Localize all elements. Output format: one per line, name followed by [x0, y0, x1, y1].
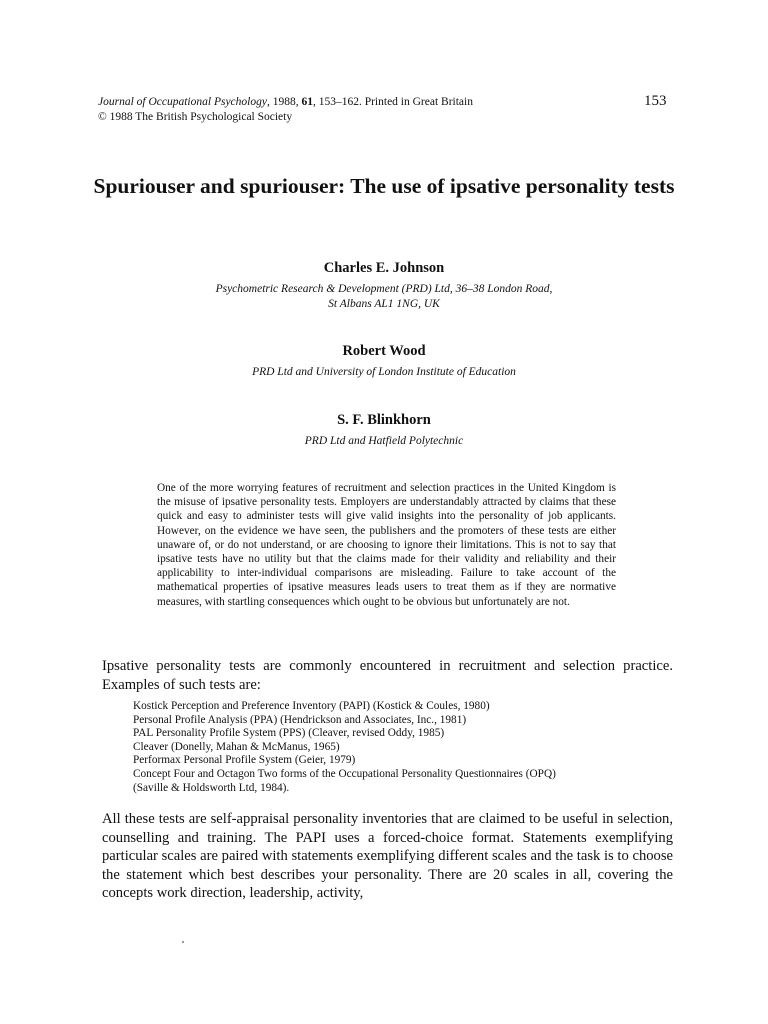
author-name: S. F. Blinkhorn: [337, 412, 431, 428]
affiliation-line: Psychometric Research & Development (PRD) Ltd, 36–38 London Road,: [215, 283, 553, 295]
abstract: One of the more worrying features of recruitment and selection practices in the United Kingdom is the misuse of ipsative personality tests. Employers are understandably attracted by claims that these quick and easy to administer tests will give valid insights into the personality of job applicants. However, on the evidence we have seen, the publishers and the promoters of these tests are either unaware of, or do not understand, or are choosing to ignore their limitations. This is not to say that ipsative tests have no utility but that the claims made for their validity and reliability and their applicability to inter-individual comparisons are misleading. Failure to take account of the mathematical properties of ipsative measures leads users to treat them as if they are normative measures, with startling consequences which ought to be obvious but unfortunately are not.: [157, 482, 616, 608]
list-item: PAL Personality Profile System (PPS) (Cleaver, revised Oddy, 1985): [133, 727, 445, 740]
list-item: Concept Four and Octagon Two forms of the Occupational Personality Questionnaires (OPQ): [133, 767, 556, 780]
running-head: [98, 95, 473, 125]
test-list: [133, 700, 673, 795]
list-item: Performax Personal Profile System (Geier, 1979): [133, 754, 356, 767]
body-paragraph: Ipsative personality tests are commonly encountered in recruitment and selection practice. Examples of such tests are:: [102, 658, 673, 693]
author-block: [90, 259, 678, 312]
author-name: Charles E. Johnson: [323, 260, 445, 276]
copyright-line: © 1988 The British Psychological Society: [98, 111, 293, 123]
author-affiliation: [90, 365, 678, 380]
scan-speck: [182, 941, 184, 943]
affiliation-line: PRD Ltd and University of London Institute of Education: [252, 366, 516, 378]
list-item: Kostick Perception and Preference Inventory (PAPI) (Kostick & Coules, 1980): [133, 700, 490, 712]
citation-line: [98, 95, 473, 110]
body-paragraph: All these tests are self-appraisal personality inventories that are claimed to be useful in selection, counselling and training. The PAPI uses a forced-choice format. Statements exemplifying particular scales are paired with statements exemplifying different scales and the task is to choose the statement which best describes your personality. There are 20 scales in all, covering the concepts work direction, leadership, activity,: [102, 811, 673, 901]
affiliation-line: PRD Ltd and Hatfield Polytechnic: [304, 435, 464, 447]
journal-name: Journal of Occupational Psychology: [98, 96, 267, 108]
author-block: [90, 411, 678, 449]
author-affiliation: [90, 282, 678, 312]
author-block: [90, 342, 678, 380]
author-affiliation: [90, 434, 678, 449]
affiliation-line: St Albans AL1 1NG, UK: [328, 298, 440, 310]
article-title: Spuriouser and spuriouser: The use of ipsative personality tests: [93, 174, 675, 198]
list-item: Cleaver (Donelly, Mahan & McManus, 1965): [133, 740, 340, 753]
page-number: 153: [644, 93, 667, 109]
list-item: Personal Profile Analysis (PPA) (Hendrickson and Associates, Inc., 1981): [133, 713, 467, 726]
citation-pre: , 1988,: [266, 96, 302, 108]
volume-number: 61: [301, 96, 313, 108]
author-name: Robert Wood: [342, 343, 426, 359]
list-item-continuation: (Saville & Holdsworth Ltd, 1984).: [133, 781, 290, 794]
citation-post: , 153–162. Printed in Great Britain: [312, 96, 473, 108]
